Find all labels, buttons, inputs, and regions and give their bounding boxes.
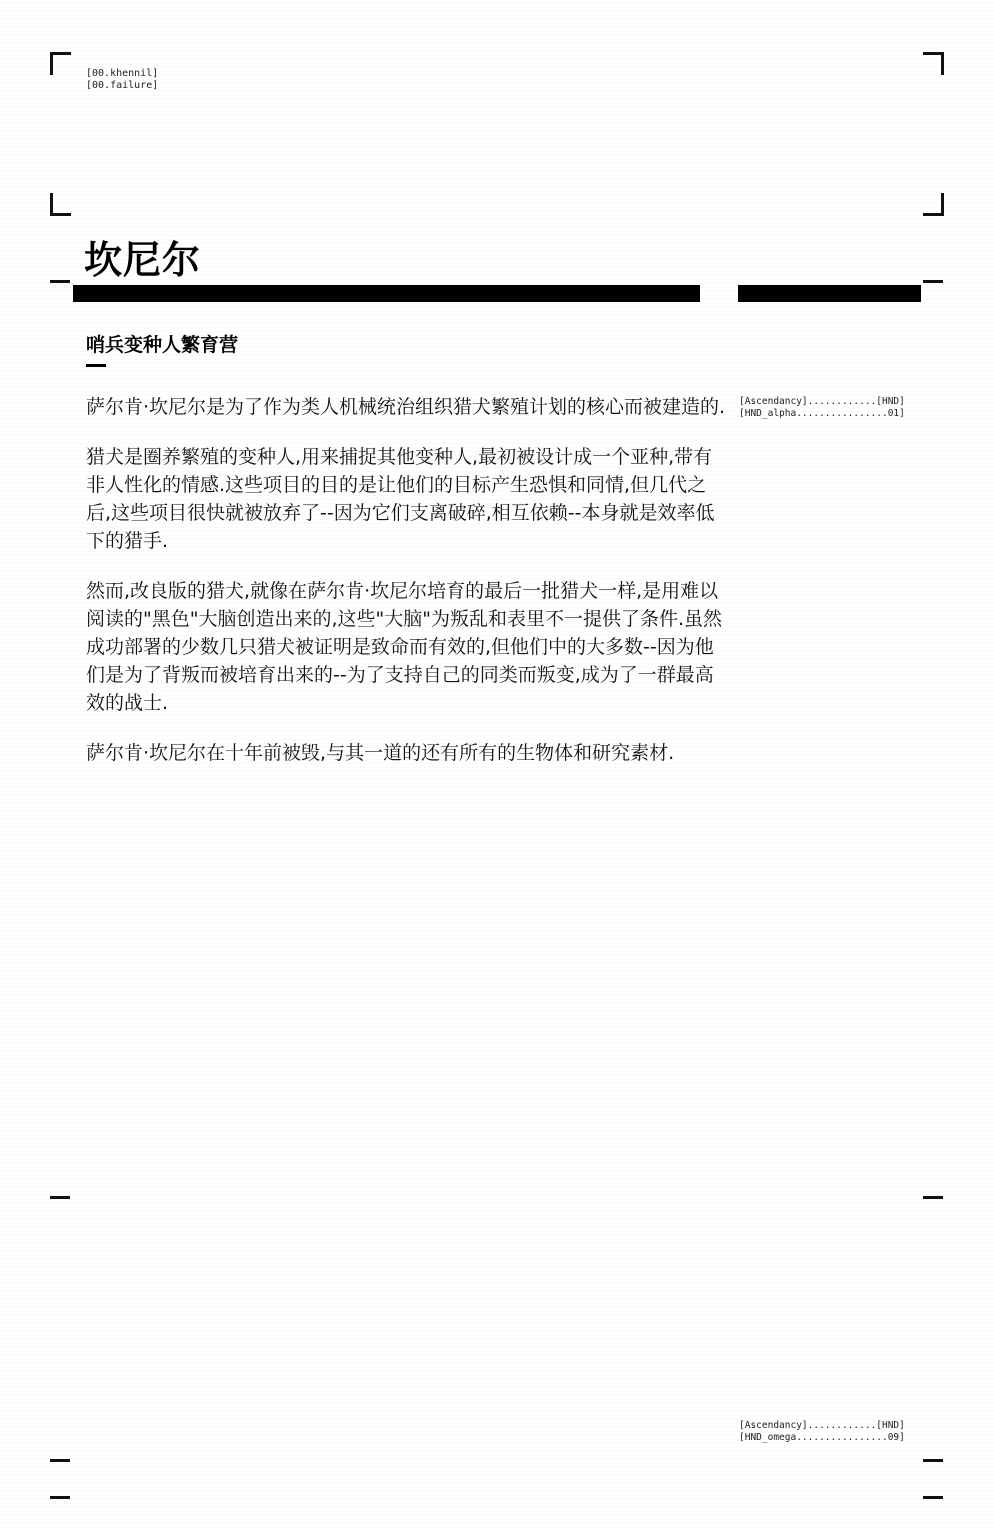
paragraph: 萨尔肯·坎尼尔是为了作为类人机械统治组织猎犬繁殖计划的核心而被建造的.	[86, 396, 726, 418]
margin-tick	[923, 280, 943, 283]
margin-tick	[923, 1459, 943, 1462]
side-meta-line: [HND_omega................09]	[739, 1432, 905, 1443]
side-meta-line: [HND_alpha................01]	[739, 408, 905, 419]
margin-tick	[50, 1459, 70, 1462]
header-meta	[86, 68, 158, 92]
header-meta-line: [00.failure]	[86, 80, 159, 91]
corner-bracket-top-right	[923, 52, 944, 75]
title-underline-bar	[73, 285, 700, 302]
corner-bracket-bottom-right	[923, 193, 944, 216]
side-meta-line: [Ascendancy]............[HND]	[739, 1420, 905, 1431]
margin-tick	[50, 1196, 70, 1199]
paragraph: 然而,改良版的猎犬,就像在萨尔肯·坎尼尔培育的最后一批猎犬一样,是用难以阅读的"黑色"大脑创造出来的,这些"大脑"为叛乱和表里不一提供了条件.虽然成功部署的少数几只猎犬被证明是致命而有效的,但他们中的大多数--因为他们是为了背叛而被培育出来的--为了支持自己的同类而叛变,成为了一群最高效的战士.	[86, 580, 723, 714]
section-subtitle: 哨兵变种人繁育营	[86, 334, 239, 356]
side-meta-top	[739, 396, 921, 420]
corner-bracket-bottom-left	[50, 193, 71, 216]
side-bar	[738, 285, 921, 302]
margin-tick	[50, 1496, 70, 1499]
subtitle-dash	[86, 364, 106, 367]
corner-bracket-top-left	[50, 52, 71, 75]
margin-tick	[50, 280, 70, 283]
margin-tick	[923, 1196, 943, 1199]
body-text	[86, 393, 726, 789]
paragraph: 萨尔肯·坎尼尔在十年前被毁,与其一道的还有所有的生物体和研究素材.	[86, 742, 675, 764]
header-meta-line: [00.khennil]	[86, 68, 159, 79]
side-meta-bottom	[739, 1420, 921, 1444]
side-meta-line: [Ascendancy]............[HND]	[739, 396, 905, 407]
margin-tick	[923, 1496, 943, 1499]
paragraph: 猎犬是圈养繁殖的变种人,用来捕捉其他变种人,最初被设计成一个亚种,带有非人性化的情感.这些项目的目的是让他们的目标产生恐惧和同情,但几代之后,这些项目很快就被放弃了--因为它们支离破碎,相互依赖--本身就是效率低下的猎手.	[86, 446, 715, 552]
page-title: 坎尼尔	[84, 238, 202, 282]
